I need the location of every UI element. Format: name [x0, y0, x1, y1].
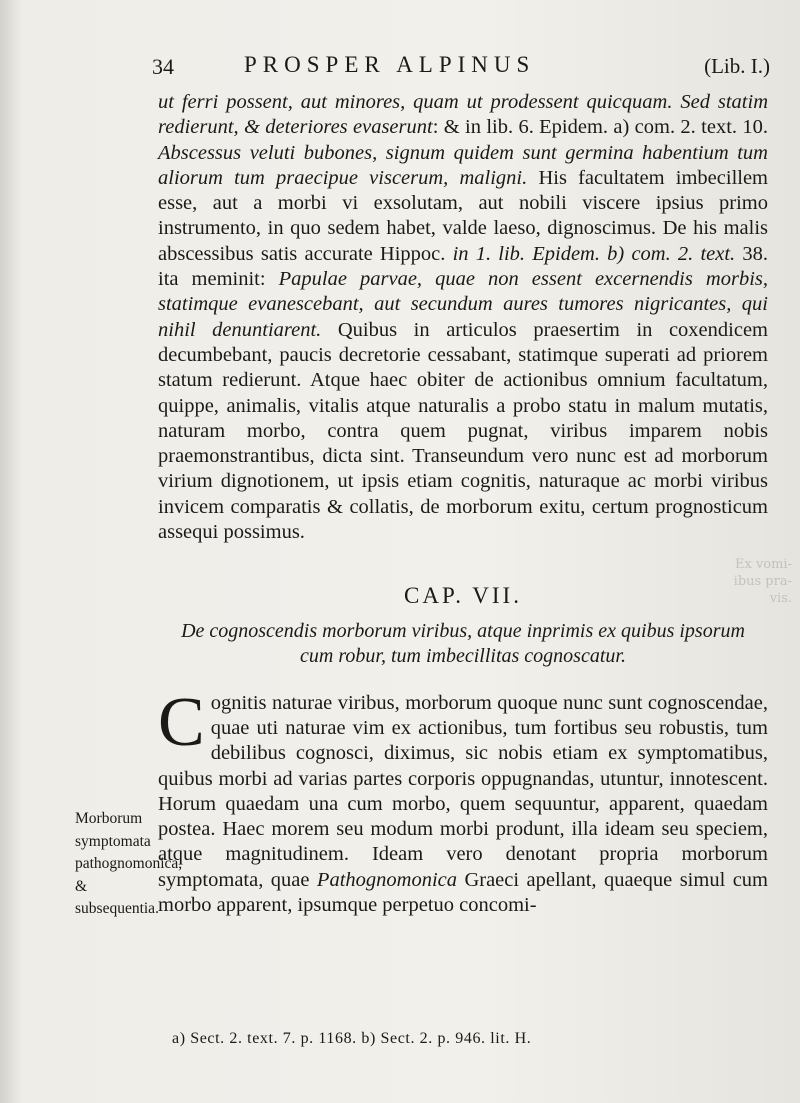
paragraph-chapter-start: [158, 683, 768, 919]
text-span: Abscessus veluti bubones, signum quidem sunt germina habentium tum aliorum tum praecipue viscerum, maligni.: [158, 141, 768, 189]
marginal-note: Morborum symptomata pathognomonica, & subsequentia.: [75, 810, 183, 917]
text-span: ut ferri possent, aut minores, quam ut prodessent quicquam. Sed statim redierunt, & deteriores evaserunt: [158, 91, 768, 139]
running-header: [152, 44, 770, 78]
text-span: Quibus in articulos praesertim in coxendicem decumbebant, paucis decretorie cessabant, statimque superati ad priorem statum redierunt. Atque haec obiter de actionibus omnium facultatum, quippe, animalis, vitalis atque naturalis a probo statu in malum mutatis, naturam morbo, contra quem pugnat, viribus imparem nobis praemonstrantibus, dicta sint. Transeundum vero nunc est ad morborum virium dignotionem, ut ipsis etiam cognitis, naturaque ac morbi viribus invicem comparatis & collatis, de morborum exitu, certum prognosticum assequi possimus.: [158, 318, 768, 544]
text-span: Papulae parvae, quae non essent excernendis morbis, statimque evanescebant, aut secundum aures tumores nigricantes, qui nihil denuntiarent.: [158, 268, 768, 341]
chapter-title: De cognoscendis morborum viribus, atque inprimis ex quibus ipsorum cum robur, tum imbecillitas cognoscatur.: [181, 619, 745, 667]
bleed-line: ibus pra-: [733, 574, 792, 589]
book-reference: (Lib. I.): [704, 54, 770, 78]
bleed-line: vis.: [769, 591, 792, 606]
page-number: 34: [152, 54, 174, 79]
running-title: PROSPER ALPINUS: [244, 52, 536, 77]
chapter-heading: CAP. VII.: [404, 583, 522, 609]
text-span: Graeci apellant, quaeque simul cum morbo apparent, ipsumque perpetuo concomi-: [158, 868, 768, 917]
text-span: 38. ita meminit:: [158, 242, 768, 291]
text-span: in 1. lib. Epidem. b) com. 2. text.: [452, 242, 736, 265]
bleed-line: Ex vomi-: [734, 557, 792, 572]
footnote: a) Sect. 2. text. 7. p. 1168. b) Sect. 2. p. 946. lit. H.: [172, 1030, 532, 1047]
text-span: His facultatem imbecillem esse, aut a morbi vi exsolutam, aut nobili viscere ipsius primo instrumento, in quo sedem habet, valde laeso, dignoscimus. De his malis abscessibus satis accurate Hippoc.: [158, 166, 769, 265]
text-span: : & in lib. 6. Epidem. a) com. 2. text. 10.: [432, 116, 768, 139]
text-span: ognitis naturae viribus, morborum quoque nunc sunt cognoscendae, quae uti naturae vim ex actionibus, tum fortibus seu robustis, tum debilibus cognosci, diximus, sic nobis etiam ex symptomatibus, quibus morbi ad varias partes corporis oppugnandas, utuntur, innotescent. Horum quaedam una cum morbo, quem sequuntur, apparent, quaedam postea. Haec morem seu modum morbi produnt, illa ideam seu speciem, atque magnitudinem. Ideam vero denotant propria morborum symptomata, quae: [158, 691, 768, 891]
drop-cap: C: [158, 683, 205, 761]
paragraph-continued: [158, 90, 768, 545]
text-span: Pathognomonica: [316, 868, 457, 891]
main-text: [158, 90, 768, 918]
